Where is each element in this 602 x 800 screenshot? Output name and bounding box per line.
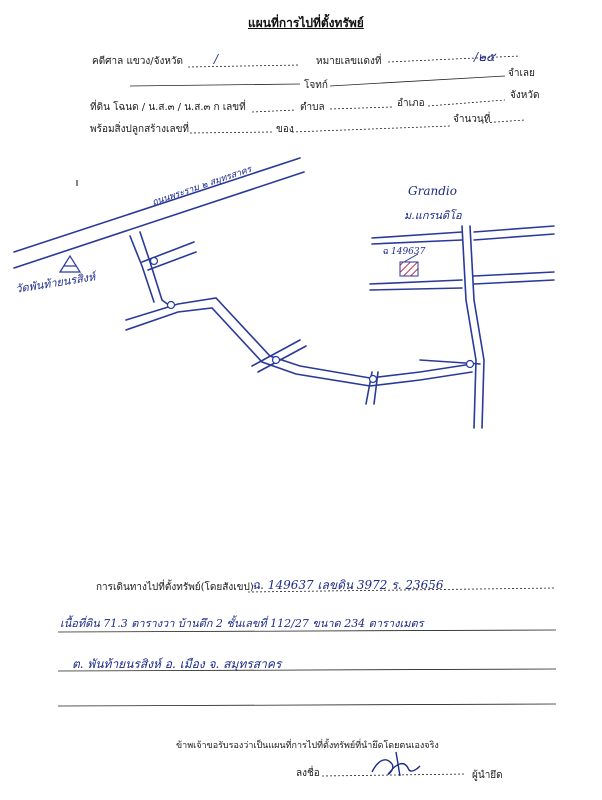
case-court-label: คดีศาล แขวง/จังหวัด — [92, 56, 184, 67]
red-number-label: หมายเลขแดงที่ — [316, 56, 382, 67]
directions-line-1: ฉ. 149637 เลขดิน 3972 ร. 23656 — [252, 578, 444, 592]
main-road-label: ถนนพระราม ๒ สมุทรสาคร — [150, 164, 253, 209]
parcel-marker — [400, 262, 418, 276]
case-court-value: / — [214, 52, 219, 66]
defendant-label: จำเลย — [508, 68, 535, 79]
sign-label: ลงชื่อ — [296, 768, 320, 779]
temple-label: วัดพันท้ายนรสิงห์ — [14, 270, 97, 296]
certification-text: ข้าพเจ้าขอรับรองว่าเป็นแผนที่การไปที่ตั้งทรัพย์ที่นำยึดโดยตนเองจริง — [176, 741, 439, 751]
parcel-label: ฉ 149637 — [382, 247, 426, 257]
district-label: อำเภอ — [397, 98, 425, 109]
quantity-label: จำนวนที่ — [453, 114, 491, 125]
subdistrict-label: ตำบล — [300, 102, 325, 113]
building-number-label: พร้อมสิ่งปลูกสร้างเลขที่ — [90, 124, 190, 135]
page-title: แผนที่การไปที่ตั้งทรัพย์ — [248, 16, 364, 30]
directions-line-3: ต. พันท้ายนรสิงห์ อ. เมือง จ. สมุทรสาคร — [72, 657, 282, 671]
signature-mark — [372, 752, 420, 776]
province-label: จังหวัด — [510, 90, 540, 101]
project-label-en: Grandio — [408, 184, 457, 198]
project-label-th: ม.แกรนดิโอ — [404, 209, 462, 222]
role-label: ผู้นำยึด — [472, 770, 503, 781]
owner-label: ของ — [276, 124, 294, 135]
main-road-lower — [14, 172, 304, 268]
directions-label: การเดินทางไปที่ตั้งทรัพย์(โดยสังเขป) — [96, 582, 254, 593]
land-deed-label: ที่ดิน โฉนด / น.ส.๓ / น.ส.๓ ก เลขที่ — [90, 102, 246, 113]
plaintiff-label: โจทก์ — [304, 80, 328, 91]
red-number-value: /๒๕ — [474, 50, 496, 64]
directions-line-2: เนื้อที่ดิน 71.3 ตารางวา บ้านตึก 2 ชั้นเลขที่ 112/27 ขนาด 234 ตารางเมตร — [60, 617, 424, 630]
